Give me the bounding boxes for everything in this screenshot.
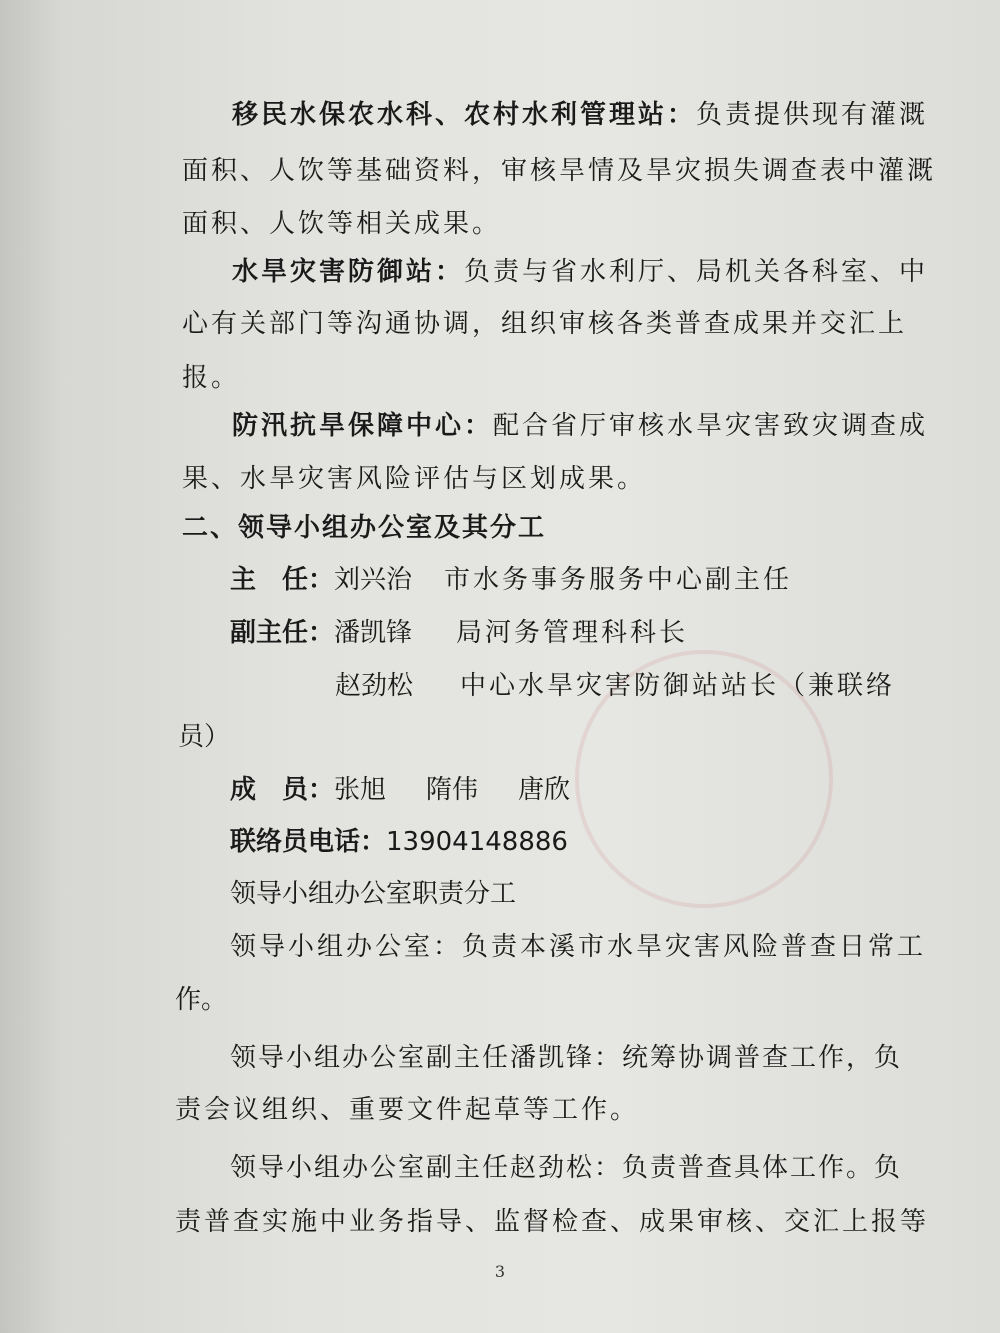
deputy-row: [335, 669, 895, 703]
deputy-label: 副主任：: [230, 618, 335, 648]
page-number: 3: [494, 1262, 506, 1281]
director-label: 主 任：: [230, 565, 335, 595]
deputy-title: 中心水旱灾害防御站站长（兼联络: [460, 671, 896, 701]
paragraph-text: 负责普查具体工作。负: [622, 1153, 903, 1183]
paragraph-line: [232, 255, 928, 289]
paragraph-line: [230, 1041, 902, 1075]
section-title: 二、领导小组办公室及其分工: [182, 513, 547, 543]
paragraph-line: 果、水旱灾害风险评估与区划成果。: [182, 464, 647, 494]
member-name: 隋伟: [426, 775, 479, 805]
paragraph-line: [232, 409, 928, 443]
director-title: 市水务事务服务中心副主任: [444, 565, 793, 595]
paragraph-line: [230, 1151, 902, 1185]
paragraph-heading: 领导小组办公室：: [230, 932, 463, 962]
paragraph-line: 责会议组织、重要文件起草等工作。: [175, 1095, 640, 1125]
page-shadow: [0, 0, 60, 1333]
paragraph-line: 报。: [182, 363, 241, 393]
director-row: [230, 563, 792, 597]
paragraph-text: 统筹协调普查工作，负: [622, 1043, 903, 1073]
paragraph-heading: 领导小组办公室副主任潘凯锋：: [230, 1043, 623, 1073]
paragraph-line: 责普查实施中业务指导、监督检查、成果审核、交汇上报等: [175, 1207, 930, 1237]
member-name: 唐欣: [518, 775, 571, 805]
deputy-name: 赵劲松: [335, 671, 414, 701]
deputy-name: 潘凯锋: [334, 618, 413, 648]
paragraph-line: 作。: [175, 985, 228, 1015]
phone-row: [230, 825, 568, 859]
paragraph-heading: 水旱灾害防御站：: [232, 257, 465, 287]
paragraph-text: 配合省厅审核水旱灾害致灾调查成: [493, 411, 929, 441]
member-name: 张旭: [334, 775, 387, 805]
paragraph-line: 面积、人饮等基础资料，审核旱情及旱灾损失调查表中灌溉: [182, 156, 937, 186]
members-label: 成 员：: [230, 775, 335, 805]
paragraph-heading: 领导小组办公室副主任赵劲松：: [230, 1153, 623, 1183]
paragraph-heading: 防汛抗旱保障中心：: [232, 411, 494, 441]
paragraph-line: 面积、人饮等相关成果。: [182, 209, 502, 239]
paragraph-line: 心有关部门等沟通协调，组织审核各类普查成果并交汇上: [182, 309, 908, 339]
members-row: [230, 773, 570, 807]
paragraph-heading: 移民水保农水科、农村水利管理站：: [232, 100, 697, 130]
phone-number: 13904148886: [386, 827, 568, 857]
director-name: 刘兴治: [334, 565, 413, 595]
paragraph-line: [230, 930, 926, 964]
paragraph-text: 负责与省水利厅、局机关各科室、中: [464, 257, 929, 287]
phone-label: 联络员电话：: [230, 827, 387, 857]
deputy-title-continued: 员）: [178, 722, 231, 752]
deputy-title: 局河务管理科科长: [456, 618, 689, 648]
paragraph-text: 负责本溪市水旱灾害风险普查日常工: [462, 932, 927, 962]
deputy-row: [230, 616, 688, 650]
paragraph-line: [232, 98, 928, 132]
duties-title: 领导小组办公室职责分工: [230, 879, 517, 909]
paragraph-text: 负责提供现有灌溉: [696, 100, 929, 130]
